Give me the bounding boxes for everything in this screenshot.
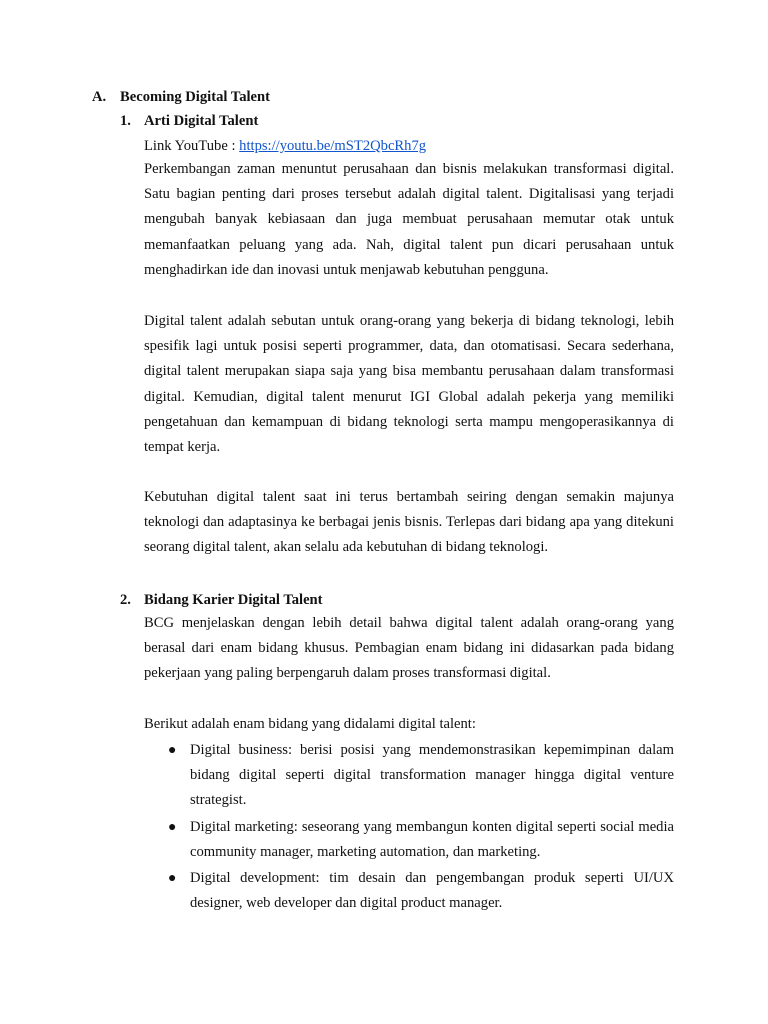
- section-title: Becoming Digital Talent: [120, 89, 270, 105]
- subsection-2-number: 2.: [120, 592, 131, 608]
- bullet-2-text: Digital marketing: seseorang yang membangun konten digital seperti social media community manager, marketing automation, dan marketing.: [190, 819, 674, 861]
- youtube-link-line: [144, 137, 426, 155]
- youtube-link[interactable]: https://youtu.be/mST2QbcRh7g: [239, 138, 427, 154]
- subsection-1-title: Arti Digital Talent: [144, 113, 259, 129]
- paragraph-5: Berikut adalah enam bidang yang didalami digital talent:: [144, 716, 476, 732]
- paragraph-3: Kebutuhan digital talent saat ini terus bertambah seiring dengan semakin majunya teknologi dan adaptasinya ke berbagai jenis bisnis. Terlepas dari bidang apa yang ditekuni seorang digital talent, akan selalu ada kebutuhan di bidang teknologi.: [144, 489, 674, 556]
- subsection-1-number: 1.: [120, 113, 131, 129]
- subsection-2-title: Bidang Karier Digital Talent: [144, 592, 323, 608]
- paragraph-1: Perkembangan zaman menuntut perusahaan dan bisnis melakukan transformasi digital. Satu bagian penting dari proses tersebut adalah digital talent. Digitalisasi yang terjadi mengubah banyak kebiasaan dan juga membuat perusahaan memutar otak untuk memanfaatkan peluang yang ada. Nah, digital talent pun dicari perusahaan untuk menghadirkan ide dan inovasi untuk menjawab kebutuhan pengguna.: [144, 161, 674, 278]
- paragraph-4: BCG menjelaskan dengan lebih detail bahwa digital talent adalah orang-orang yang berasal dari enam bidang khusus. Pembagian enam bidang ini didasarkan pada bidang pekerjaan yang paling berpengaruh dalam proses transformasi digital.: [144, 615, 674, 682]
- bullet-1-icon: ●: [168, 743, 177, 758]
- paragraph-2: Digital talent adalah sebutan untuk orang-orang yang bekerja di bidang teknologi, lebih spesifik lagi untuk posisi seperti programmer, data, dan otomatisasi. Secara sederhana, digital talent merupakan siapa saja yang bisa membantu perusahaan dalam transformasi digital. Kemudian, digital talent menurut IGI Global adalah pekerja yang memiliki pengetahuan dan kemampuan di bidang teknologi serta mampu mengoperasikannya di tempat kerja.: [144, 313, 674, 456]
- section-marker: A.: [92, 89, 107, 105]
- bullet-1-text: Digital business: berisi posisi yang mendemonstrasikan kepemimpinan dalam bidang digital seperti digital transformation manager hingga digital venture strategist.: [190, 742, 674, 809]
- bullet-3-text: Digital development: tim desain dan pengembangan produk seperti UI/UX designer, web developer dan digital product manager.: [190, 870, 674, 912]
- bullet-2-icon: ●: [168, 820, 177, 835]
- bullet-3-icon: ●: [168, 871, 177, 886]
- youtube-link-label: Link YouTube :: [144, 138, 240, 154]
